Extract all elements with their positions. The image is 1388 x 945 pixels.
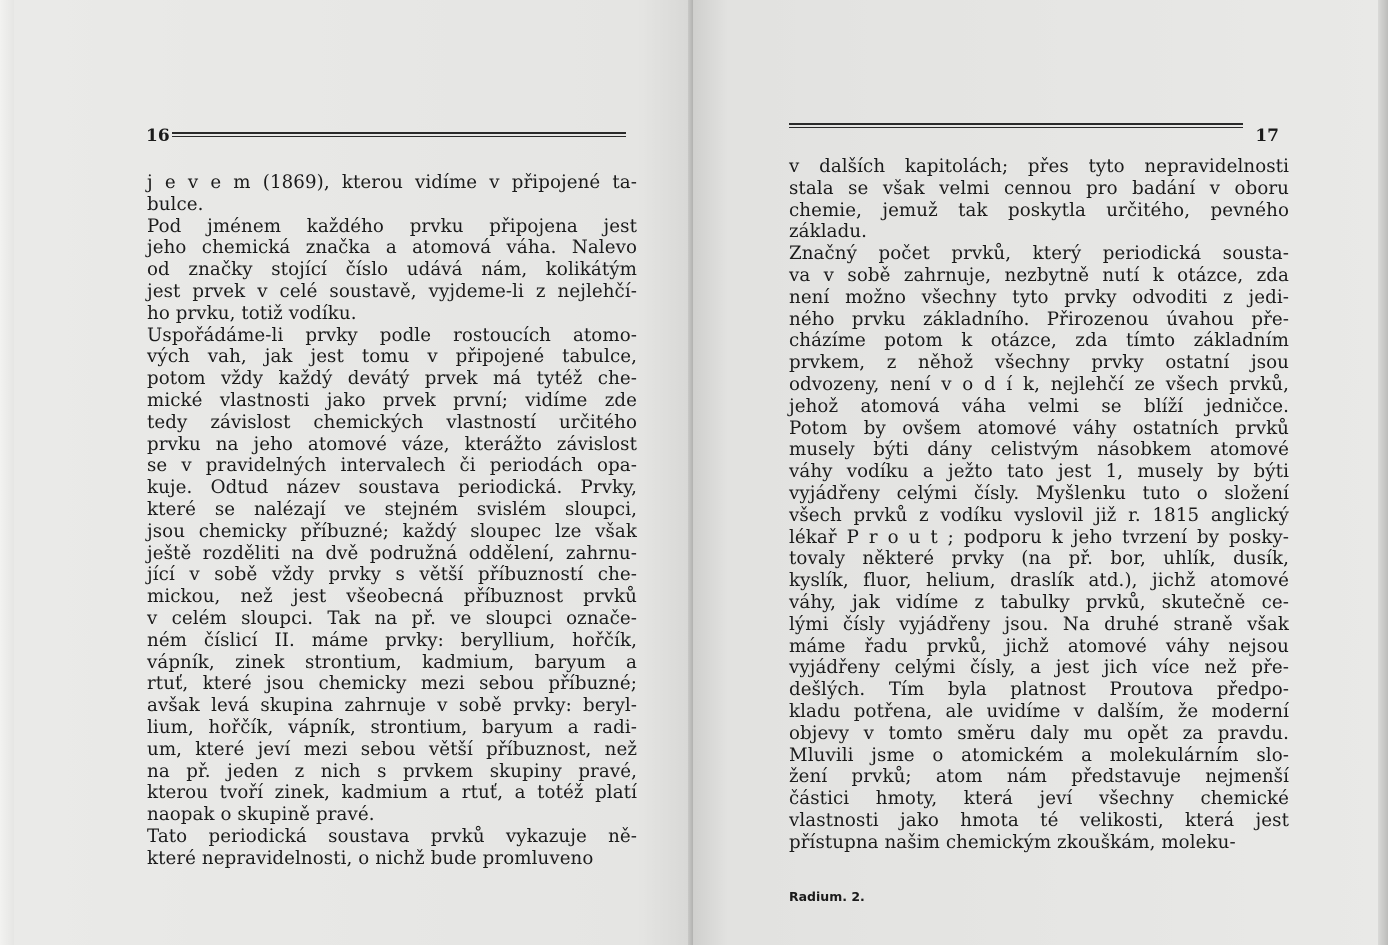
- text-line: naopak o skupině pravé.: [147, 804, 375, 826]
- text-line: tedy závislost chemických vlastností určitého: [147, 411, 637, 433]
- text-line: odvozeny, není v o d í k, nejlehčí ze všech prvků,: [789, 373, 1289, 395]
- right-page-body-text: [789, 156, 1289, 854]
- text-line: vyjádřeny celými čísly, a jest jich více než pře-: [789, 657, 1289, 679]
- page-edge: [1378, 0, 1388, 945]
- text-line: potom vždy každý devátý prvek má tytéž che-: [147, 368, 637, 390]
- text-line: jehož atomová váha velmi se blíží jedničce.: [789, 395, 1289, 417]
- text-line: prvku na jeho atomové váze, kterážto závislost: [147, 433, 637, 455]
- text-line: váhy, jak vidíme z tabulky prvků, skutečně ce-: [789, 591, 1289, 613]
- text-line: jící v sobě vždy prvky s větší příbuzností che-: [147, 564, 637, 586]
- text-line: avšak levá skupina zahrnuje v sobě prvky: beryl-: [147, 695, 637, 717]
- header-rule: [789, 123, 1243, 128]
- text-line: stala se však velmi cennou pro badání v oboru: [789, 177, 1289, 199]
- text-line: Pod jménem každého prvku připojena jest: [147, 215, 637, 237]
- text-line: kyslík, fluor, helium, draslík atd.), jichž atomové: [789, 570, 1289, 592]
- text-line: kladu potřena, ale uvidíme v dalším, že moderní: [789, 700, 1289, 722]
- text-line: objevy v tomto směru daly mu opět za pravdu.: [789, 722, 1289, 744]
- text-line: chemie, jemuž tak poskytla určitého, pevného: [789, 199, 1289, 221]
- left-page-body-text: [147, 172, 637, 870]
- text-line: vyjádřeny celými čísly. Myšlenku tuto o složení: [789, 482, 1289, 504]
- text-line: va v sobě zahrnuje, nezbytně nutí k otázce, zda: [789, 264, 1289, 286]
- right-page: [693, 0, 1388, 945]
- text-line: mické vlastnosti jako prvek první; vidíme zde: [147, 389, 637, 411]
- text-line: máme řadu prvků, jichž atomové váhy nejsou: [789, 635, 1289, 657]
- left-page: [0, 0, 693, 945]
- page-number: 16: [146, 126, 170, 146]
- text-line: bulce.: [147, 193, 204, 215]
- text-line: jest prvek v celé soustavě, vyjdeme-li z nejlehčí-: [147, 280, 637, 302]
- header-rule: [172, 132, 626, 137]
- text-line: není možno všechny tyto prvky odvoditi z jedi-: [789, 286, 1289, 308]
- printer-signature-mark: Radium. 2.: [789, 889, 865, 904]
- text-line: základu.: [789, 221, 868, 243]
- text-line: ného prvku základního. Přirozenou úvahou pře-: [789, 308, 1289, 330]
- text-line: lékař P r o u t ; podporu k jeho tvrzení by posky-: [789, 526, 1289, 548]
- text-line: ho prvku, totiž vodíku.: [147, 302, 357, 324]
- text-line: vých vah, jak jest tomu v připojené tabulce,: [147, 346, 637, 368]
- text-line: kuje. Odtud název soustava periodická. Prvky,: [147, 477, 637, 499]
- text-line: ném číslicí II. máme prvky: beryllium, hořčík,: [147, 629, 637, 651]
- text-line: částici hmoty, která jeví všechny chemické: [789, 788, 1289, 810]
- text-line: mickou, než jest všeobecná příbuznost prvků: [147, 586, 637, 608]
- text-line: lými čísly vyjádřeny jsou. Na druhé straně však: [789, 613, 1289, 635]
- text-line: ještě rozděliti na dvě podružná oddělení, zahrnu-: [147, 542, 637, 564]
- text-line: tovaly některé prvky (na př. bor, uhlík, dusík,: [789, 548, 1289, 570]
- text-line: vápník, zinek strontium, kadmium, baryum a: [147, 651, 637, 673]
- text-line: váhy vodíku a ježto tato jest 1, musely by býti: [789, 461, 1289, 483]
- text-line: musely býti dány celistvým násobkem atomové: [789, 439, 1289, 461]
- text-line: vlastnosti jako hmota té velikosti, která jest: [789, 809, 1289, 831]
- text-line: které se nalézají ve stejném svislém sloupci,: [147, 498, 637, 520]
- text-line: um, které jeví mezi sebou větší příbuznost, než: [147, 738, 637, 760]
- page-number: 17: [1255, 126, 1279, 146]
- text-line: jeho chemická značka a atomová váha. Nalevo: [147, 237, 637, 259]
- text-line: od značky stojící číslo udává nám, kolikátým: [147, 259, 637, 281]
- text-line: Uspořádáme-li prvky podle rostoucích atomo-: [147, 324, 637, 346]
- text-line: v celém sloupci. Tak na př. ve sloupci označe-: [147, 607, 637, 629]
- text-line: dešlých. Tím byla platnost Proutova předpo-: [789, 679, 1289, 701]
- text-line: přístupna našim chemickým zkouškám, moleku-: [789, 831, 1236, 853]
- text-line: žení prvků; atom nám představuje nejmenší: [789, 766, 1289, 788]
- text-line: se v pravidelných intervalech či periodách opa-: [147, 455, 637, 477]
- text-line: lium, hořčík, vápník, strontium, baryum a radi-: [147, 716, 637, 738]
- text-line: prvkem, z něhož všechny prvky ostatní jsou: [789, 352, 1289, 374]
- text-line: všech prvků z vodíku vyslovil již r. 1815 anglický: [789, 504, 1289, 526]
- text-line: kterou tvoří zinek, kadmium a rtuť, a totéž platí: [147, 782, 637, 804]
- text-line: Mluvili jsme o atomickém a molekulárním slo-: [789, 744, 1289, 766]
- text-line: v dalších kapitolách; přes tyto nepravidelnosti: [789, 156, 1289, 177]
- right-page-header: [789, 126, 1279, 150]
- left-page-header: [146, 126, 626, 150]
- text-line: na př. jeden z nich s prvkem skupiny pravé,: [147, 760, 637, 782]
- page-edge: [0, 0, 14, 945]
- text-line: j e v e m (1869), kterou vidíme v připojené ta-: [147, 172, 637, 193]
- text-line: Značný počet prvků, který periodická sousta-: [789, 243, 1289, 265]
- text-line: které nepravidelnosti, o nichž bude promluveno: [147, 847, 594, 869]
- text-line: jsou chemicky příbuzné; každý sloupec lze však: [147, 520, 637, 542]
- text-line: cházíme potom k otázce, zda tímto základním: [789, 330, 1289, 352]
- text-line: rtuť, které jsou chemicky mezi sebou příbuzné;: [147, 673, 637, 695]
- text-line: Tato periodická soustava prvků vykazuje ně-: [147, 825, 637, 847]
- text-line: Potom by ovšem atomové váhy ostatních prvků: [789, 417, 1289, 439]
